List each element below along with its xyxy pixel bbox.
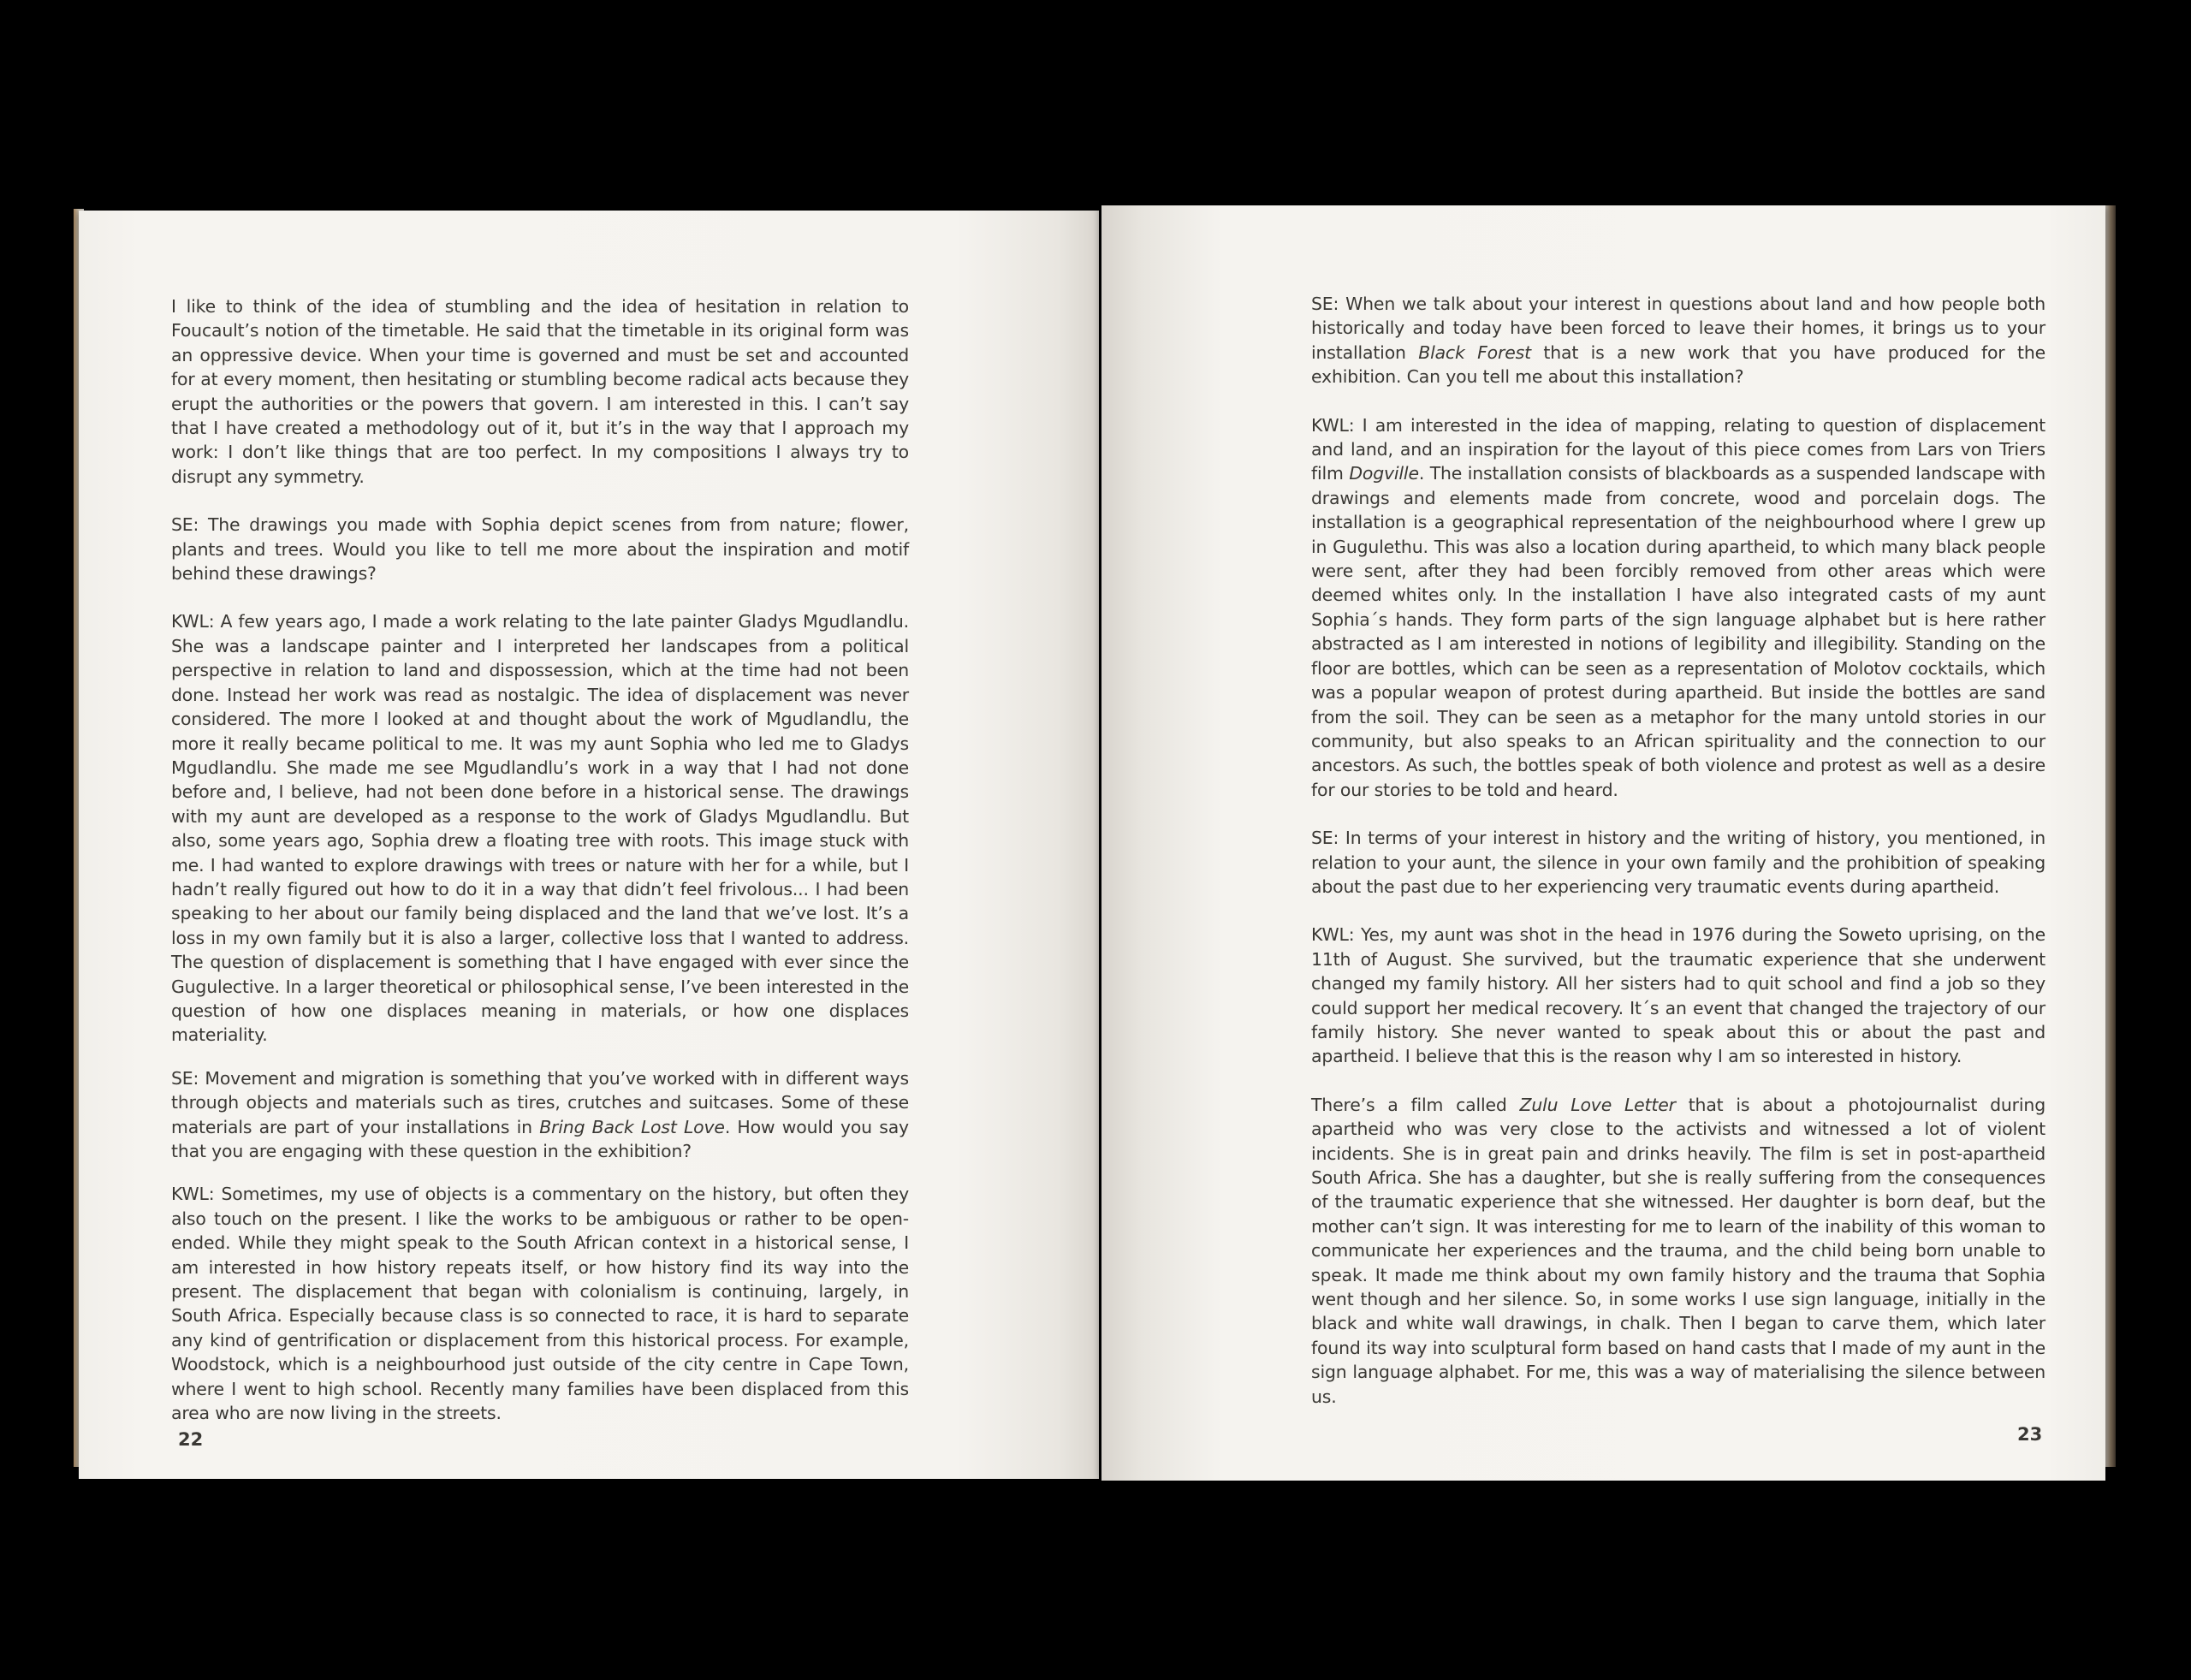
paragraph: There’s a film called Zulu Love Letter that is about a photojournalist during apartheid who was very close to the activists and witnessed a lot of violent incidents. She is in great pain and drinks heavily. The film is set in post-apartheid South Africa. She has a daughter, but she is really suffering from the consequences of the traumatic experience that she witnessed. Her daughter is born deaf, but the mother can’t sign. It was interesting for me to learn of the inability of this woman to communicate her experiences and the trauma, and the child being born unable to speak. It made me think about my own family history and the trauma that Sophia went though and her silence. So, in some works I use sign language, initially in the black and white wall drawings, in chalk. Then I began to carve them, which later found its way into sculptural form based on hand casts that I made of my aunt in the sign language alphabet. For me, this was a way of materialising the silence between us. — [1311, 1094, 2046, 1407]
question-paragraph: SE: When we talk about your interest in questions about land and how people both historically and today have been forced to leave their homes, it brings us to your installation Black Forest that is a new work that you have produced for the exhibition. Can you tell me about this installation? — [1311, 294, 2046, 388]
question-paragraph: SE: The drawings you made with Sophia depict scenes from from nature; flower, plants and trees. Would you like to tell me more about the inspiration and motif behind these drawings? — [171, 514, 909, 585]
answer-paragraph: KWL: A few years ago, I made a work relating to the late painter Gladys Mgudlandlu. She was a landscape painter and I interpreted her landscapes from a political perspective in relation to land and dispossession, which at the time had not been done. Instead her work was read as nostalgic. The idea of displacement was never considered. The more I looked at and thought about the work of Mgudlandlu, the more it really became political to me. It was my aunt Sophia who led me to Gladys Mgudlandlu. She made me see Mgudlandlu’s work in a way that I had not done before and, I believe, had not been done before in a historical sense. The drawings with my aunt are developed as a response to the work of Gladys Mgudlandlu. But also, some years ago, Sophia drew a floating tree with roots. This image stuck with me. I had wanted to explore drawings with trees or nature with her for a while, but I hadn’t really figured out how to do it in a way that didn’t feel frivolous... I had been speaking to her about our family being displaced and the land that we’ve lost. It’s a loss in my own family but it is also a larger, collective loss that I wanted to address. The question of displacement is something that I have engaged with ever since the Gugulective. In a larger theoretical or philosophical sense, I’ve been interested in the question of how one displaces meaning in materials, or how one displaces materiality. — [171, 611, 909, 1046]
film-title: Zulu Love Letter — [1519, 1094, 1676, 1115]
page-number-right: 23 — [2017, 1424, 2043, 1445]
work-title: Black Forest — [1418, 341, 1531, 363]
answer-paragraph: KWL: I am interested in the idea of mapping, relating to question of displacement and land, and an inspiration for the layout of this piece comes from Lars von Triers film Dogville. The installation consists of blackboards as a suspended landscape with drawings and elements made from concrete, wood and porcelain dogs. The installation is a geographical representation of the neighbourhood where I grew up in Gugulethu. This was also a location during apartheid, to which many black people were sent, after they had been forcibly removed from other areas which were deemed whites only. In the installation I have also integrated casts of my aunt Sophia´s hands. They form parts of the sign language alphabet but is here rather abstracted as I am interested in notions of legibility and illegibility. Standing on the floor are bottles, which can be seen as a representation of Molotov cocktails, which was a popular weapon of protest during apartheid. But inside the bottles are sand from the soil. They can be seen as a metaphor for the many untold stories in our community, but also speaks to an African spirituality and the connection to our ancestors. As such, the bottles speak of both violence and protest as well as a desire for our stories to be told and heard. — [1311, 414, 2046, 800]
question-paragraph: SE: In terms of your interest in history and the writing of history, you mentioned, in relation to your aunt, the silence in your own family and the prohibition of speaking about the past due to her experiencing very traumatic events during apartheid. — [1311, 828, 2046, 897]
film-title: Dogville — [1349, 463, 1419, 484]
left-page-text — [171, 294, 909, 1449]
right-page-text — [1311, 292, 2046, 1433]
question-paragraph: SE: Movement and migration is something that you’ve worked with in different ways through objects and materials such as tires, crutches and suitcases. Some of these materials are part of your installations in Bring Back Lost Love. How would you say that you are engaging with these question in the exhibition? — [171, 1067, 909, 1161]
answer-paragraph: KWL: Yes, my aunt was shot in the head in 1976 during the Soweto uprising, on the 11th of August. She survived, but the traumatic experience that she underwent changed my family history. All her sisters had to quit school and find a job so they could support her medical recovery. It´s an event that changed the trajectory of our family history. She never wanted to speak about this or about the past and apartheid. I believe that this is the reason why I am so interested in history. — [1311, 924, 2046, 1067]
page-number-left: 22 — [178, 1429, 204, 1450]
answer-paragraph: KWL: Sometimes, my use of objects is a commentary on the history, but often they also touch on the present. I like the works to be ambiguous or rather to be open-ended. While they might speak to the South African context in a historical sense, I am interested in how history repeats itself, or how history find its way into the present. The displacement that began with colonialism is continuing, largely, in South Africa. Especially because class is so connected to race, it is hard to separate any kind of gentrification or displacement from this historical process. For example, Woodstock, which is a neighbourhood just outside of the city centre in Cape Town, where I went to high school. Recently many families have been displaced from this area who are now living in the streets. — [171, 1184, 909, 1424]
paragraph: I like to think of the idea of stumbling and the idea of hesitation in relation to Foucault’s notion of the timetable. He said that the timetable in its original form was an oppressive device. When your time is governed and must be set and accounted for at every moment, then hesitating or stumbling become radical acts because they erupt the authorities or the powers that govern. I am interested in this. I can’t say that I have created a methodology out of it, but it’s in the way that I approach my work: I don’t like things that are too perfect. In my compositions I always try to disrupt any symmetry. — [171, 296, 909, 487]
exhibition-title: Bring Back Lost Love — [539, 1116, 725, 1137]
